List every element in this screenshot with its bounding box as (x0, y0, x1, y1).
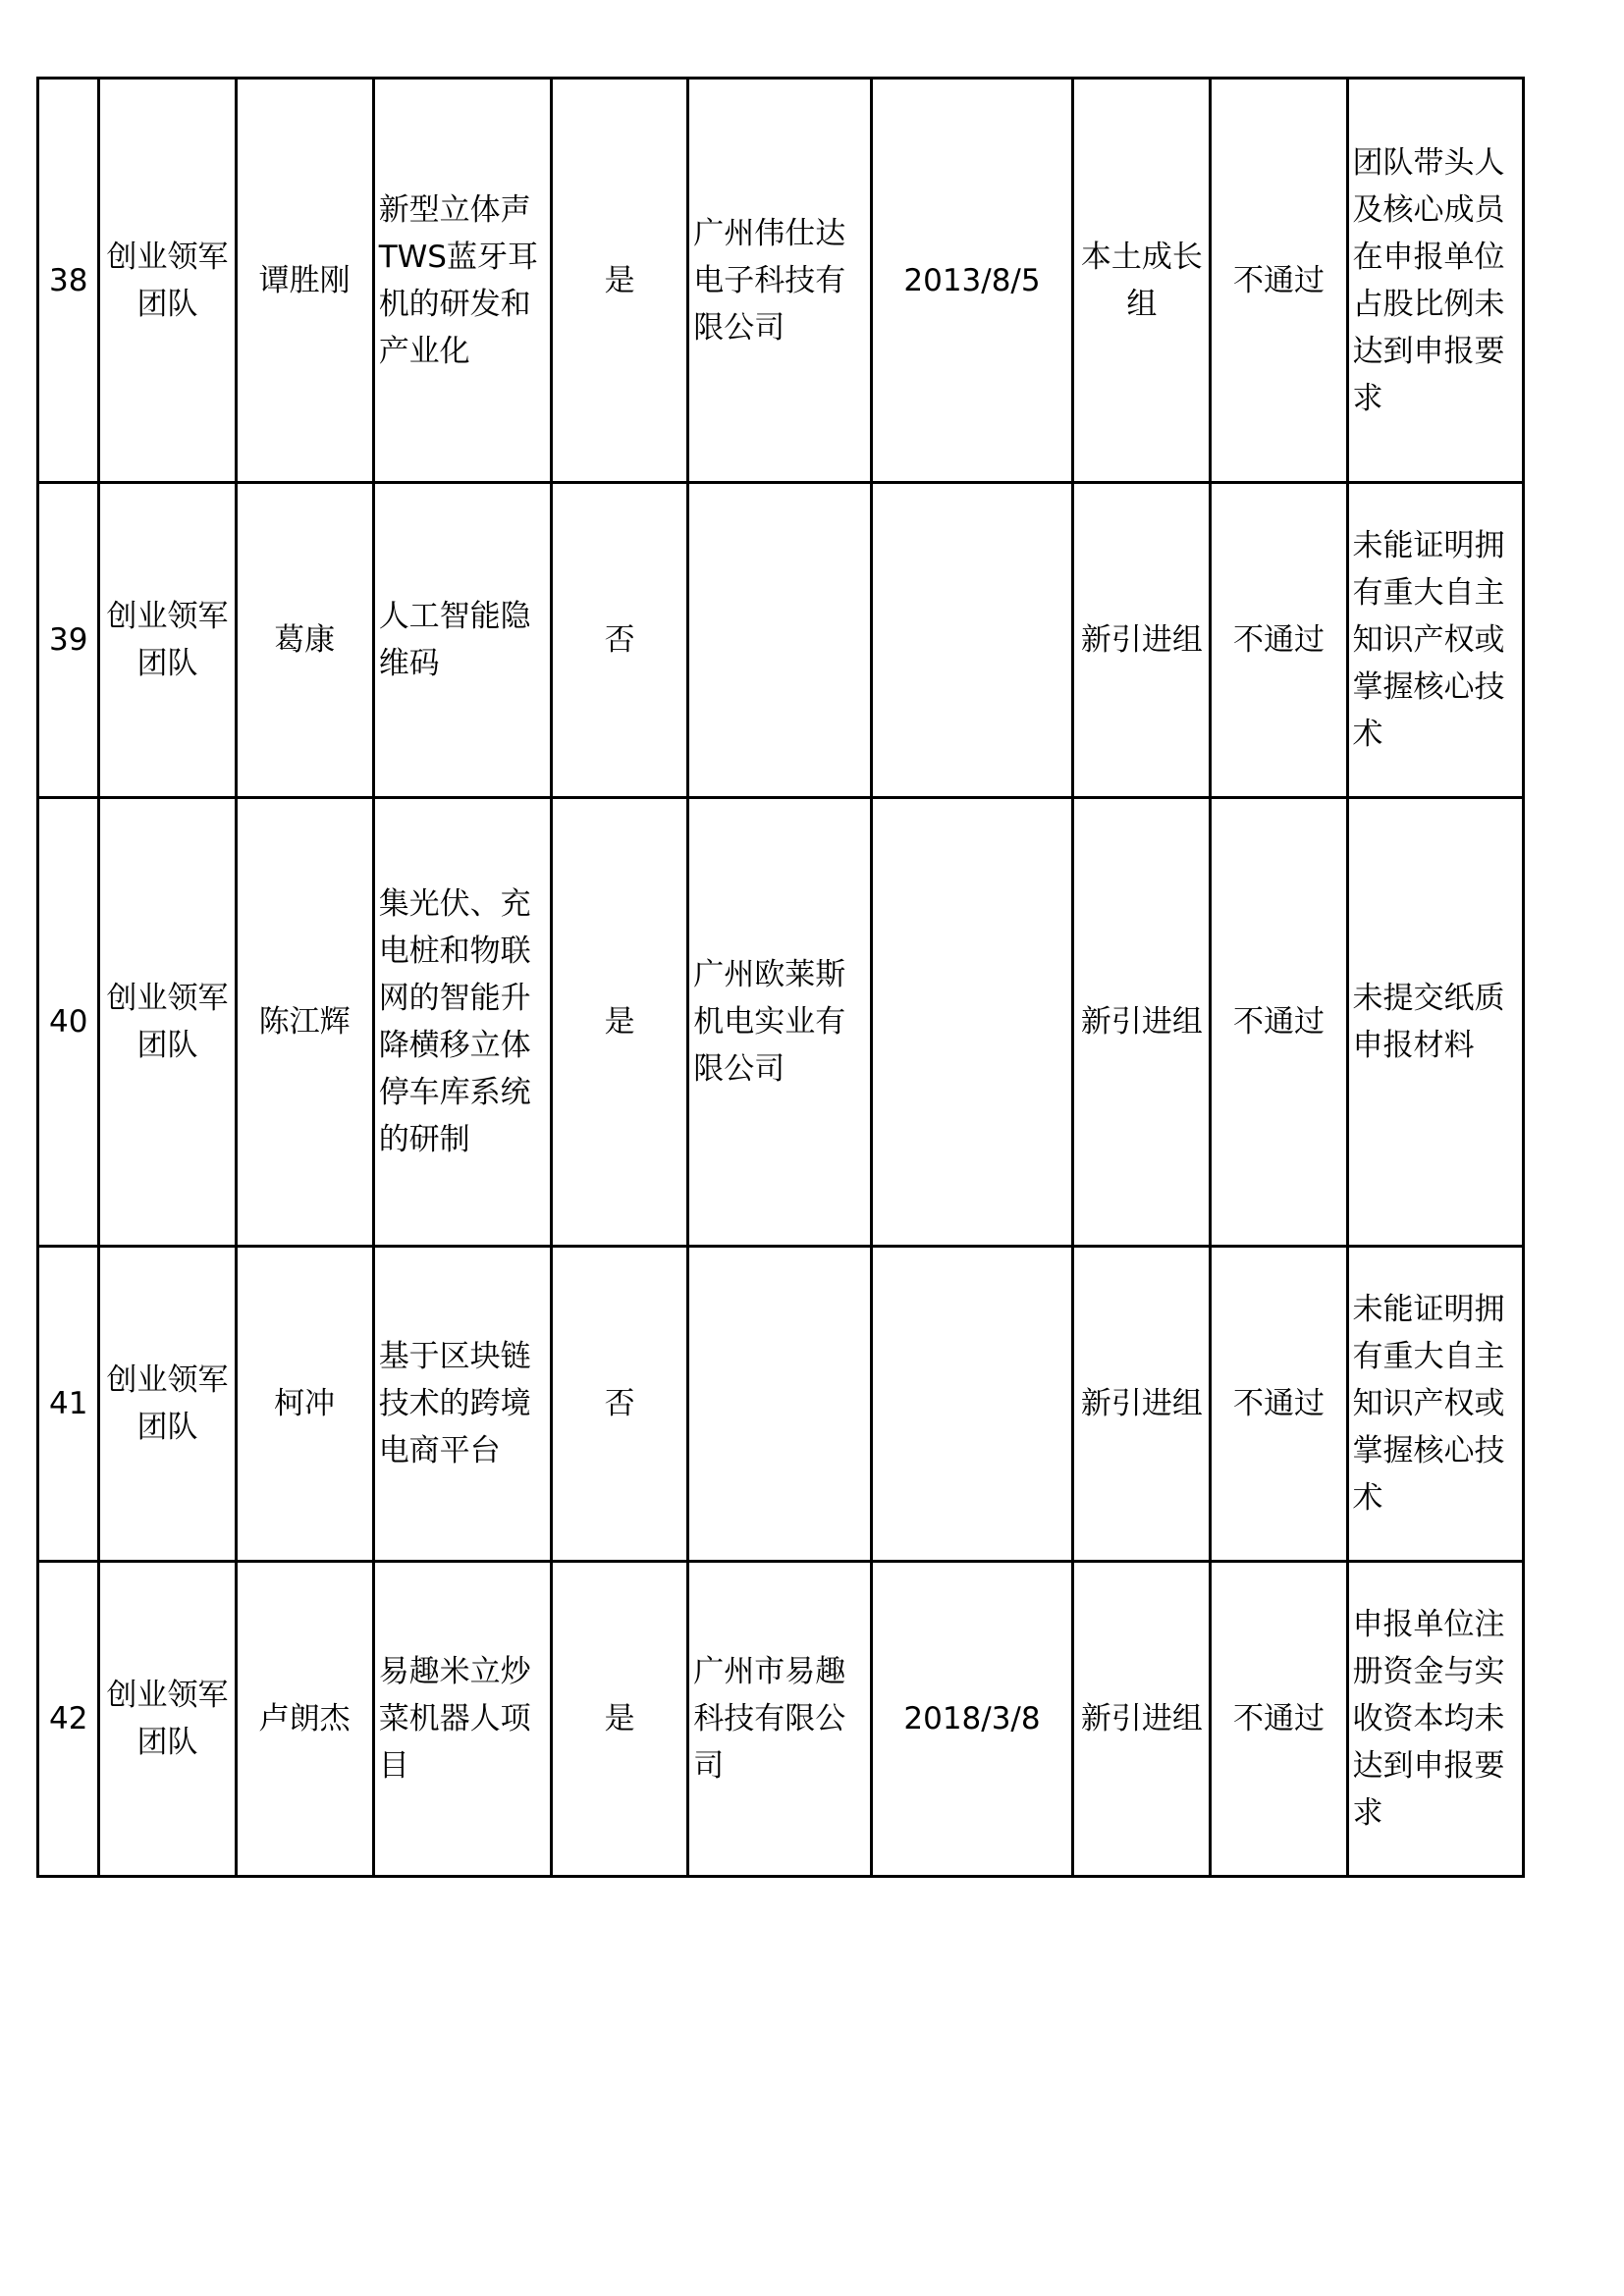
table-row (38, 798, 1524, 1247)
date-cell (871, 1247, 1073, 1562)
registered-cell: 是 (552, 79, 688, 483)
registered-cell: 否 (552, 483, 688, 798)
group-cell: 本土成长组 (1073, 79, 1211, 483)
group-cell: 新引进组 (1073, 798, 1211, 1247)
date-cell (871, 798, 1073, 1247)
reason-cell: 未能证明拥有重大自主知识产权或掌握核心技术 (1347, 1247, 1523, 1562)
project-cell: 基于区块链技术的跨境电商平台 (373, 1247, 551, 1562)
result-cell: 不通过 (1211, 79, 1347, 483)
company-cell: 广州市易趣科技有限公司 (688, 1562, 871, 1877)
result-cell: 不通过 (1211, 483, 1347, 798)
category-cell: 创业领军团队 (99, 483, 236, 798)
project-cell: 人工智能隐维码 (373, 483, 551, 798)
result-cell: 不通过 (1211, 1247, 1347, 1562)
leader-cell: 柯冲 (236, 1247, 373, 1562)
row-number: 38 (38, 79, 99, 483)
date-cell (871, 483, 1073, 798)
category-cell: 创业领军团队 (99, 1562, 236, 1877)
result-cell: 不通过 (1211, 798, 1347, 1247)
project-cell: 易趣米立炒菜机器人项目 (373, 1562, 551, 1877)
project-cell: 新型立体声TWS蓝牙耳机的研发和产业化 (373, 79, 551, 483)
reason-cell: 未提交纸质申报材料 (1347, 798, 1523, 1247)
table-row (38, 79, 1524, 483)
result-cell: 不通过 (1211, 1562, 1347, 1877)
table-row (38, 483, 1524, 798)
group-cell: 新引进组 (1073, 483, 1211, 798)
leader-cell: 陈江辉 (236, 798, 373, 1247)
registered-cell: 是 (552, 798, 688, 1247)
date-cell: 2018/3/8 (871, 1562, 1073, 1877)
leader-cell: 葛康 (236, 483, 373, 798)
row-number: 39 (38, 483, 99, 798)
registered-cell: 否 (552, 1247, 688, 1562)
date-cell: 2013/8/5 (871, 79, 1073, 483)
row-number: 41 (38, 1247, 99, 1562)
leader-cell: 卢朗杰 (236, 1562, 373, 1877)
company-cell: 广州伟仕达电子科技有限公司 (688, 79, 871, 483)
group-cell: 新引进组 (1073, 1562, 1211, 1877)
company-cell (688, 483, 871, 798)
table-row (38, 1247, 1524, 1562)
table-row (38, 1562, 1524, 1877)
reason-cell: 团队带头人及核心成员在申报单位占股比例未达到申报要求 (1347, 79, 1523, 483)
reason-cell: 未能证明拥有重大自主知识产权或掌握核心技术 (1347, 483, 1523, 798)
company-cell: 广州欧莱斯机电实业有限公司 (688, 798, 871, 1247)
category-cell: 创业领军团队 (99, 79, 236, 483)
company-cell (688, 1247, 871, 1562)
row-number: 42 (38, 1562, 99, 1877)
reason-cell: 申报单位注册资金与实收资本均未达到申报要求 (1347, 1562, 1523, 1877)
project-cell: 集光伏、充电桩和物联网的智能升降横移立体停车库系统的研制 (373, 798, 551, 1247)
results-table (36, 77, 1525, 1878)
category-cell: 创业领军团队 (99, 798, 236, 1247)
category-cell: 创业领军团队 (99, 1247, 236, 1562)
row-number: 40 (38, 798, 99, 1247)
registered-cell: 是 (552, 1562, 688, 1877)
group-cell: 新引进组 (1073, 1247, 1211, 1562)
leader-cell: 谭胜刚 (236, 79, 373, 483)
